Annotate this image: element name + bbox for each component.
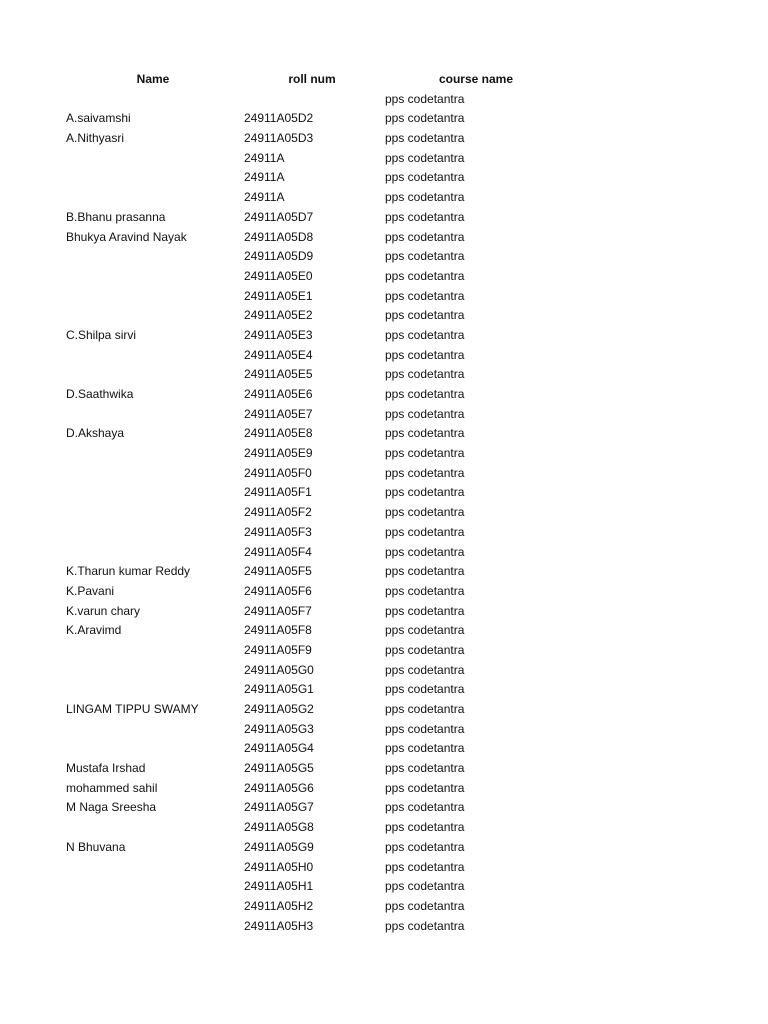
cell-course-name: pps codetantra bbox=[385, 800, 465, 815]
cell-course-name: pps codetantra bbox=[385, 642, 465, 657]
cell-roll-num: 24911A05E9 bbox=[244, 446, 313, 461]
table-row bbox=[0, 267, 768, 287]
cell-roll-num: 24911A05E5 bbox=[244, 367, 313, 382]
cell-course-name: pps codetantra bbox=[385, 268, 465, 283]
table-row bbox=[0, 641, 768, 661]
cell-roll-num: 24911A05G9 bbox=[244, 839, 314, 854]
table-row bbox=[0, 523, 768, 543]
cell-course-name: pps codetantra bbox=[385, 761, 465, 776]
table-row bbox=[0, 562, 768, 582]
cell-roll-num: 24911A05F2 bbox=[244, 505, 312, 520]
table-row bbox=[0, 503, 768, 523]
cell-roll-num: 24911A05F5 bbox=[244, 564, 312, 579]
cell-roll-num: 24911A05E2 bbox=[244, 308, 313, 323]
cell-course-name: pps codetantra bbox=[385, 406, 465, 421]
cell-course-name: pps codetantra bbox=[385, 446, 465, 461]
table-row bbox=[0, 582, 768, 602]
cell-name: LINGAM TIPPU SWAMY bbox=[66, 702, 199, 716]
table-row bbox=[0, 798, 768, 818]
cell-roll-num: 24911A05F7 bbox=[244, 603, 312, 618]
cell-course-name: pps codetantra bbox=[385, 583, 465, 598]
cell-roll-num: 24911A05F1 bbox=[244, 485, 312, 500]
cell-roll-num: 24911A05G3 bbox=[244, 721, 314, 736]
table-row bbox=[0, 897, 768, 917]
cell-course-name: pps codetantra bbox=[385, 229, 465, 244]
table-row bbox=[0, 720, 768, 740]
table-row bbox=[0, 188, 768, 208]
cell-course-name: pps codetantra bbox=[385, 170, 465, 185]
cell-name: K.Aravimd bbox=[66, 623, 122, 638]
cell-course-name: pps codetantra bbox=[385, 327, 465, 342]
cell-course-name: pps codetantra bbox=[385, 485, 465, 500]
cell-course-name: pps codetantra bbox=[385, 367, 465, 382]
cell-roll-num: 24911A05E7 bbox=[244, 406, 313, 421]
cell-name: Bhukya Aravind Nayak bbox=[66, 229, 187, 244]
cell-course-name: pps codetantra bbox=[385, 131, 465, 146]
table-row bbox=[0, 917, 768, 937]
cell-roll-num: 24911A05D9 bbox=[244, 249, 314, 264]
header-roll-num: roll num bbox=[288, 72, 336, 86]
cell-course-name: pps codetantra bbox=[385, 347, 465, 362]
header-name: Name bbox=[136, 72, 170, 86]
cell-roll-num: 24911A05H1 bbox=[244, 879, 314, 894]
cell-roll-num: 24911A05G2 bbox=[244, 702, 314, 716]
table-row bbox=[0, 346, 768, 366]
cell-course-name: pps codetantra bbox=[385, 387, 465, 401]
cell-name: N Bhuvana bbox=[66, 839, 126, 854]
cell-course-name: pps codetantra bbox=[385, 249, 465, 264]
table-row bbox=[0, 306, 768, 326]
cell-roll-num: 24911A05F8 bbox=[244, 623, 312, 638]
spreadsheet-table bbox=[0, 70, 768, 936]
cell-course-name: pps codetantra bbox=[385, 564, 465, 579]
cell-roll-num: 24911A05D8 bbox=[244, 229, 314, 244]
cell-roll-num: 24911A05H2 bbox=[244, 898, 314, 913]
table-row bbox=[0, 208, 768, 228]
cell-name: D.Akshaya bbox=[66, 426, 125, 441]
table-row bbox=[0, 858, 768, 878]
table-row bbox=[0, 149, 768, 169]
cell-name: M Naga Sreesha bbox=[66, 800, 157, 815]
cell-name: A.saivamshi bbox=[66, 111, 131, 126]
table-row bbox=[0, 247, 768, 267]
table-row bbox=[0, 109, 768, 129]
table-row bbox=[0, 385, 768, 405]
table-row bbox=[0, 90, 768, 110]
cell-roll-num: 24911A05G1 bbox=[244, 682, 314, 697]
cell-roll-num: 24911A bbox=[244, 190, 285, 205]
cell-roll-num: 24911A05F9 bbox=[244, 642, 312, 657]
table-row bbox=[0, 326, 768, 346]
cell-roll-num: 24911A05D3 bbox=[244, 131, 314, 146]
cell-roll-num: 24911A05H3 bbox=[244, 918, 314, 933]
cell-roll-num: 24911A05D7 bbox=[244, 209, 314, 224]
cell-course-name: pps codetantra bbox=[385, 308, 465, 323]
cell-name: K.Tharun kumar Reddy bbox=[66, 564, 191, 579]
cell-roll-num: 24911A05E0 bbox=[244, 268, 313, 283]
table-row bbox=[0, 444, 768, 464]
cell-course-name: pps codetantra bbox=[385, 898, 465, 913]
cell-course-name: pps codetantra bbox=[385, 426, 465, 441]
table-row bbox=[0, 424, 768, 444]
cell-name: K.Pavani bbox=[66, 583, 115, 598]
header-row bbox=[0, 70, 768, 90]
cell-name: mohammed sahil bbox=[66, 780, 158, 795]
table-body bbox=[0, 90, 768, 937]
cell-roll-num: 24911A bbox=[244, 150, 285, 165]
cell-course-name: pps codetantra bbox=[385, 702, 465, 716]
cell-name: K.varun chary bbox=[66, 603, 141, 618]
table-row bbox=[0, 483, 768, 503]
cell-course-name: pps codetantra bbox=[385, 918, 465, 933]
cell-name: D.Saathwika bbox=[66, 387, 134, 401]
cell-course-name: pps codetantra bbox=[385, 111, 465, 126]
table-row bbox=[0, 621, 768, 641]
table-row bbox=[0, 661, 768, 681]
table-row bbox=[0, 228, 768, 248]
cell-roll-num: 24911A05G5 bbox=[244, 761, 314, 776]
table-row bbox=[0, 739, 768, 759]
table-row bbox=[0, 838, 768, 858]
table-row bbox=[0, 365, 768, 385]
cell-course-name: pps codetantra bbox=[385, 623, 465, 638]
cell-roll-num: 24911A05F3 bbox=[244, 524, 312, 539]
table-row bbox=[0, 700, 768, 720]
cell-roll-num: 24911A05D2 bbox=[244, 111, 314, 126]
cell-roll-num: 24911A05E6 bbox=[244, 387, 313, 401]
cell-course-name: pps codetantra bbox=[385, 190, 465, 205]
header-course-name: course name bbox=[438, 72, 514, 86]
cell-name: B.Bhanu prasanna bbox=[66, 209, 166, 224]
table-row bbox=[0, 779, 768, 799]
cell-course-name: pps codetantra bbox=[385, 839, 465, 854]
cell-roll-num: 24911A05G8 bbox=[244, 820, 314, 835]
table-row bbox=[0, 405, 768, 425]
table-row bbox=[0, 287, 768, 307]
table-row bbox=[0, 168, 768, 188]
cell-roll-num: 24911A05F0 bbox=[244, 465, 312, 480]
cell-course-name: pps codetantra bbox=[385, 780, 465, 795]
cell-name: A.Nithyasri bbox=[66, 131, 125, 146]
cell-roll-num: 24911A05G6 bbox=[244, 780, 314, 795]
cell-course-name: pps codetantra bbox=[385, 879, 465, 894]
cell-course-name: pps codetantra bbox=[385, 859, 465, 874]
cell-course-name: pps codetantra bbox=[385, 544, 465, 559]
cell-roll-num: 24911A05E8 bbox=[244, 426, 313, 441]
cell-roll-num: 24911A05G4 bbox=[244, 741, 314, 756]
cell-roll-num: 24911A05H0 bbox=[244, 859, 314, 874]
cell-course-name: pps codetantra bbox=[385, 505, 465, 520]
table-row bbox=[0, 877, 768, 897]
cell-roll-num: 24911A05G7 bbox=[244, 800, 314, 815]
cell-course-name: pps codetantra bbox=[385, 741, 465, 756]
cell-course-name: pps codetantra bbox=[385, 721, 465, 736]
cell-course-name: pps codetantra bbox=[385, 465, 465, 480]
cell-roll-num: 24911A05F6 bbox=[244, 583, 312, 598]
table-row bbox=[0, 464, 768, 484]
cell-roll-num: 24911A05F4 bbox=[244, 544, 312, 559]
cell-name: Mustafa Irshad bbox=[66, 761, 146, 776]
cell-course-name: pps codetantra bbox=[385, 150, 465, 165]
table-row bbox=[0, 543, 768, 563]
cell-roll-num: 24911A05G0 bbox=[244, 662, 314, 677]
cell-roll-num: 24911A bbox=[244, 170, 285, 185]
table-row bbox=[0, 602, 768, 622]
cell-course-name: pps codetantra bbox=[385, 662, 465, 677]
table-row bbox=[0, 818, 768, 838]
cell-course-name: pps codetantra bbox=[385, 91, 465, 106]
cell-name: C.Shilpa sirvi bbox=[66, 327, 137, 342]
table-row bbox=[0, 680, 768, 700]
cell-roll-num: 24911A05E1 bbox=[244, 288, 313, 303]
cell-roll-num: 24911A05E4 bbox=[244, 347, 313, 362]
table-row bbox=[0, 129, 768, 149]
table-row bbox=[0, 759, 768, 779]
cell-course-name: pps codetantra bbox=[385, 820, 465, 835]
cell-course-name: pps codetantra bbox=[385, 682, 465, 697]
cell-course-name: pps codetantra bbox=[385, 288, 465, 303]
cell-course-name: pps codetantra bbox=[385, 603, 465, 618]
cell-course-name: pps codetantra bbox=[385, 209, 465, 224]
cell-course-name: pps codetantra bbox=[385, 524, 465, 539]
cell-roll-num: 24911A05E3 bbox=[244, 327, 313, 342]
